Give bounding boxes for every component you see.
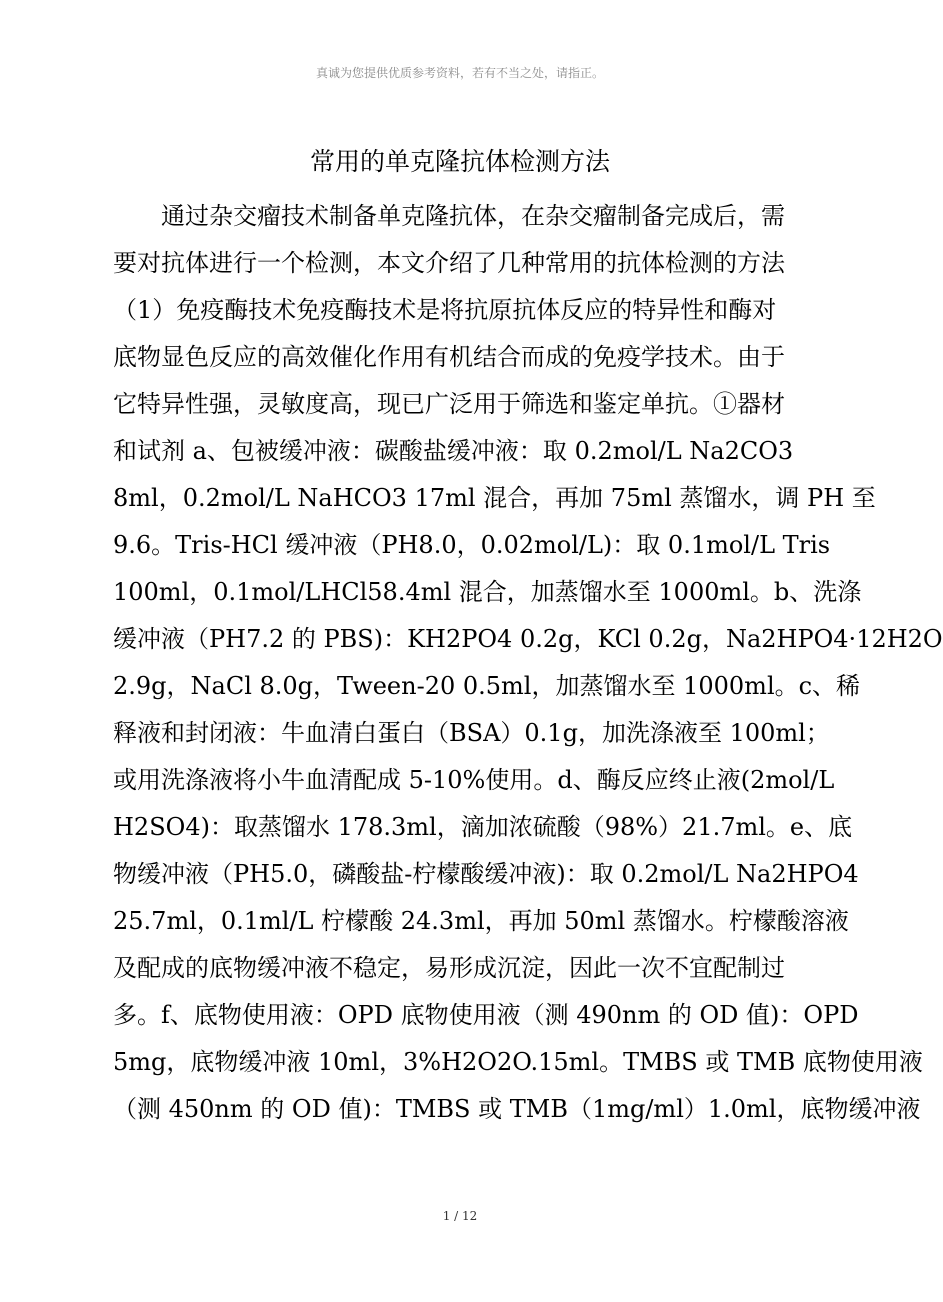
body-line: H2SO4)：取蒸馏水 178.3ml，滴加浓硫酸（98%）21.7ml。e、底 xyxy=(113,813,853,841)
body-line: 2.9g，NaCl 8.0g，Tween-20 0.5ml，加蒸馏水至 1000ml。c、稀 xyxy=(113,672,861,700)
body-line: 通过杂交瘤技术制备单克隆抗体，在杂交瘤制备完成后，需 xyxy=(113,202,785,230)
page-number: 1 / 12 xyxy=(442,1209,478,1223)
body-text xyxy=(113,193,943,1133)
body-line: 100ml，0.1mol/LHCl58.4ml 混合，加蒸馏水至 1000ml。b、洗涤 xyxy=(113,578,862,606)
document-title: 常用的单克隆抗体检测方法 xyxy=(309,147,610,176)
body-line: （测 450nm 的 OD 值)：TMBS 或 TMB（1mg/ml）1.0ml，底物缓冲液 xyxy=(113,1095,921,1123)
body-line: 缓冲液（PH7.2 的 PBS)：KH2PO4 0.2g，KCl 0.2g，Na2HPO4·12H2O xyxy=(113,625,943,653)
body-line: 要对抗体进行一个检测，本文介绍了几种常用的抗体检测的方法 xyxy=(113,249,785,277)
body-line: 25.7ml，0.1ml/L 柠檬酸 24.3ml，再加 50ml 蒸馏水。柠檬酸溶液 xyxy=(113,907,849,935)
body-line: 底物显色反应的高效催化作用有机结合而成的免疫学技术。由于 xyxy=(113,343,785,371)
body-line: 释液和封闭液：牛血清白蛋白（BSA）0.1g，加洗涤液至 100ml； xyxy=(113,719,830,747)
body-line: 它特异性强，灵敏度高，现已广泛用于筛选和鉴定单抗。①器材 xyxy=(113,390,785,418)
body-line: 及配成的底物缓冲液不稳定，易形成沉淀，因此一次不宜配制过 xyxy=(113,954,785,982)
body-line: 或用洗涤液将小牛血清配成 5-10%使用。d、酶反应终止液(2mol/L xyxy=(113,766,835,794)
body-line: （1）免疫酶技术免疫酶技术是将抗原抗体反应的特异性和酶对 xyxy=(113,296,777,324)
body-line: 8ml，0.2mol/L NaHCO3 17ml 混合，再加 75ml 蒸馏水，调 PH 至 xyxy=(113,484,876,512)
body-line: 9.6。Tris-HCl 缓冲液（PH8.0，0.02mol/L)：取 0.1mol/L Tris xyxy=(113,531,831,559)
header-note: 真诚为您提供优质参考资料，若有不当之处，请指正。 xyxy=(315,66,604,80)
body-line: 物缓冲液（PH5.0，磷酸盐-柠檬酸缓冲液)：取 0.2mol/L Na2HPO4 xyxy=(113,860,859,888)
body-line: 5mg，底物缓冲液 10ml，3%H2O2O.15ml。TMBS 或 TMB 底物使用液 xyxy=(113,1048,923,1076)
body-line: 多。f、底物使用液：OPD 底物使用液（测 490nm 的 OD 值)：OPD xyxy=(113,1001,859,1029)
body-line: 和试剂 a、包被缓冲液：碳酸盐缓冲液：取 0.2mol/L Na2CO3 xyxy=(113,437,794,465)
